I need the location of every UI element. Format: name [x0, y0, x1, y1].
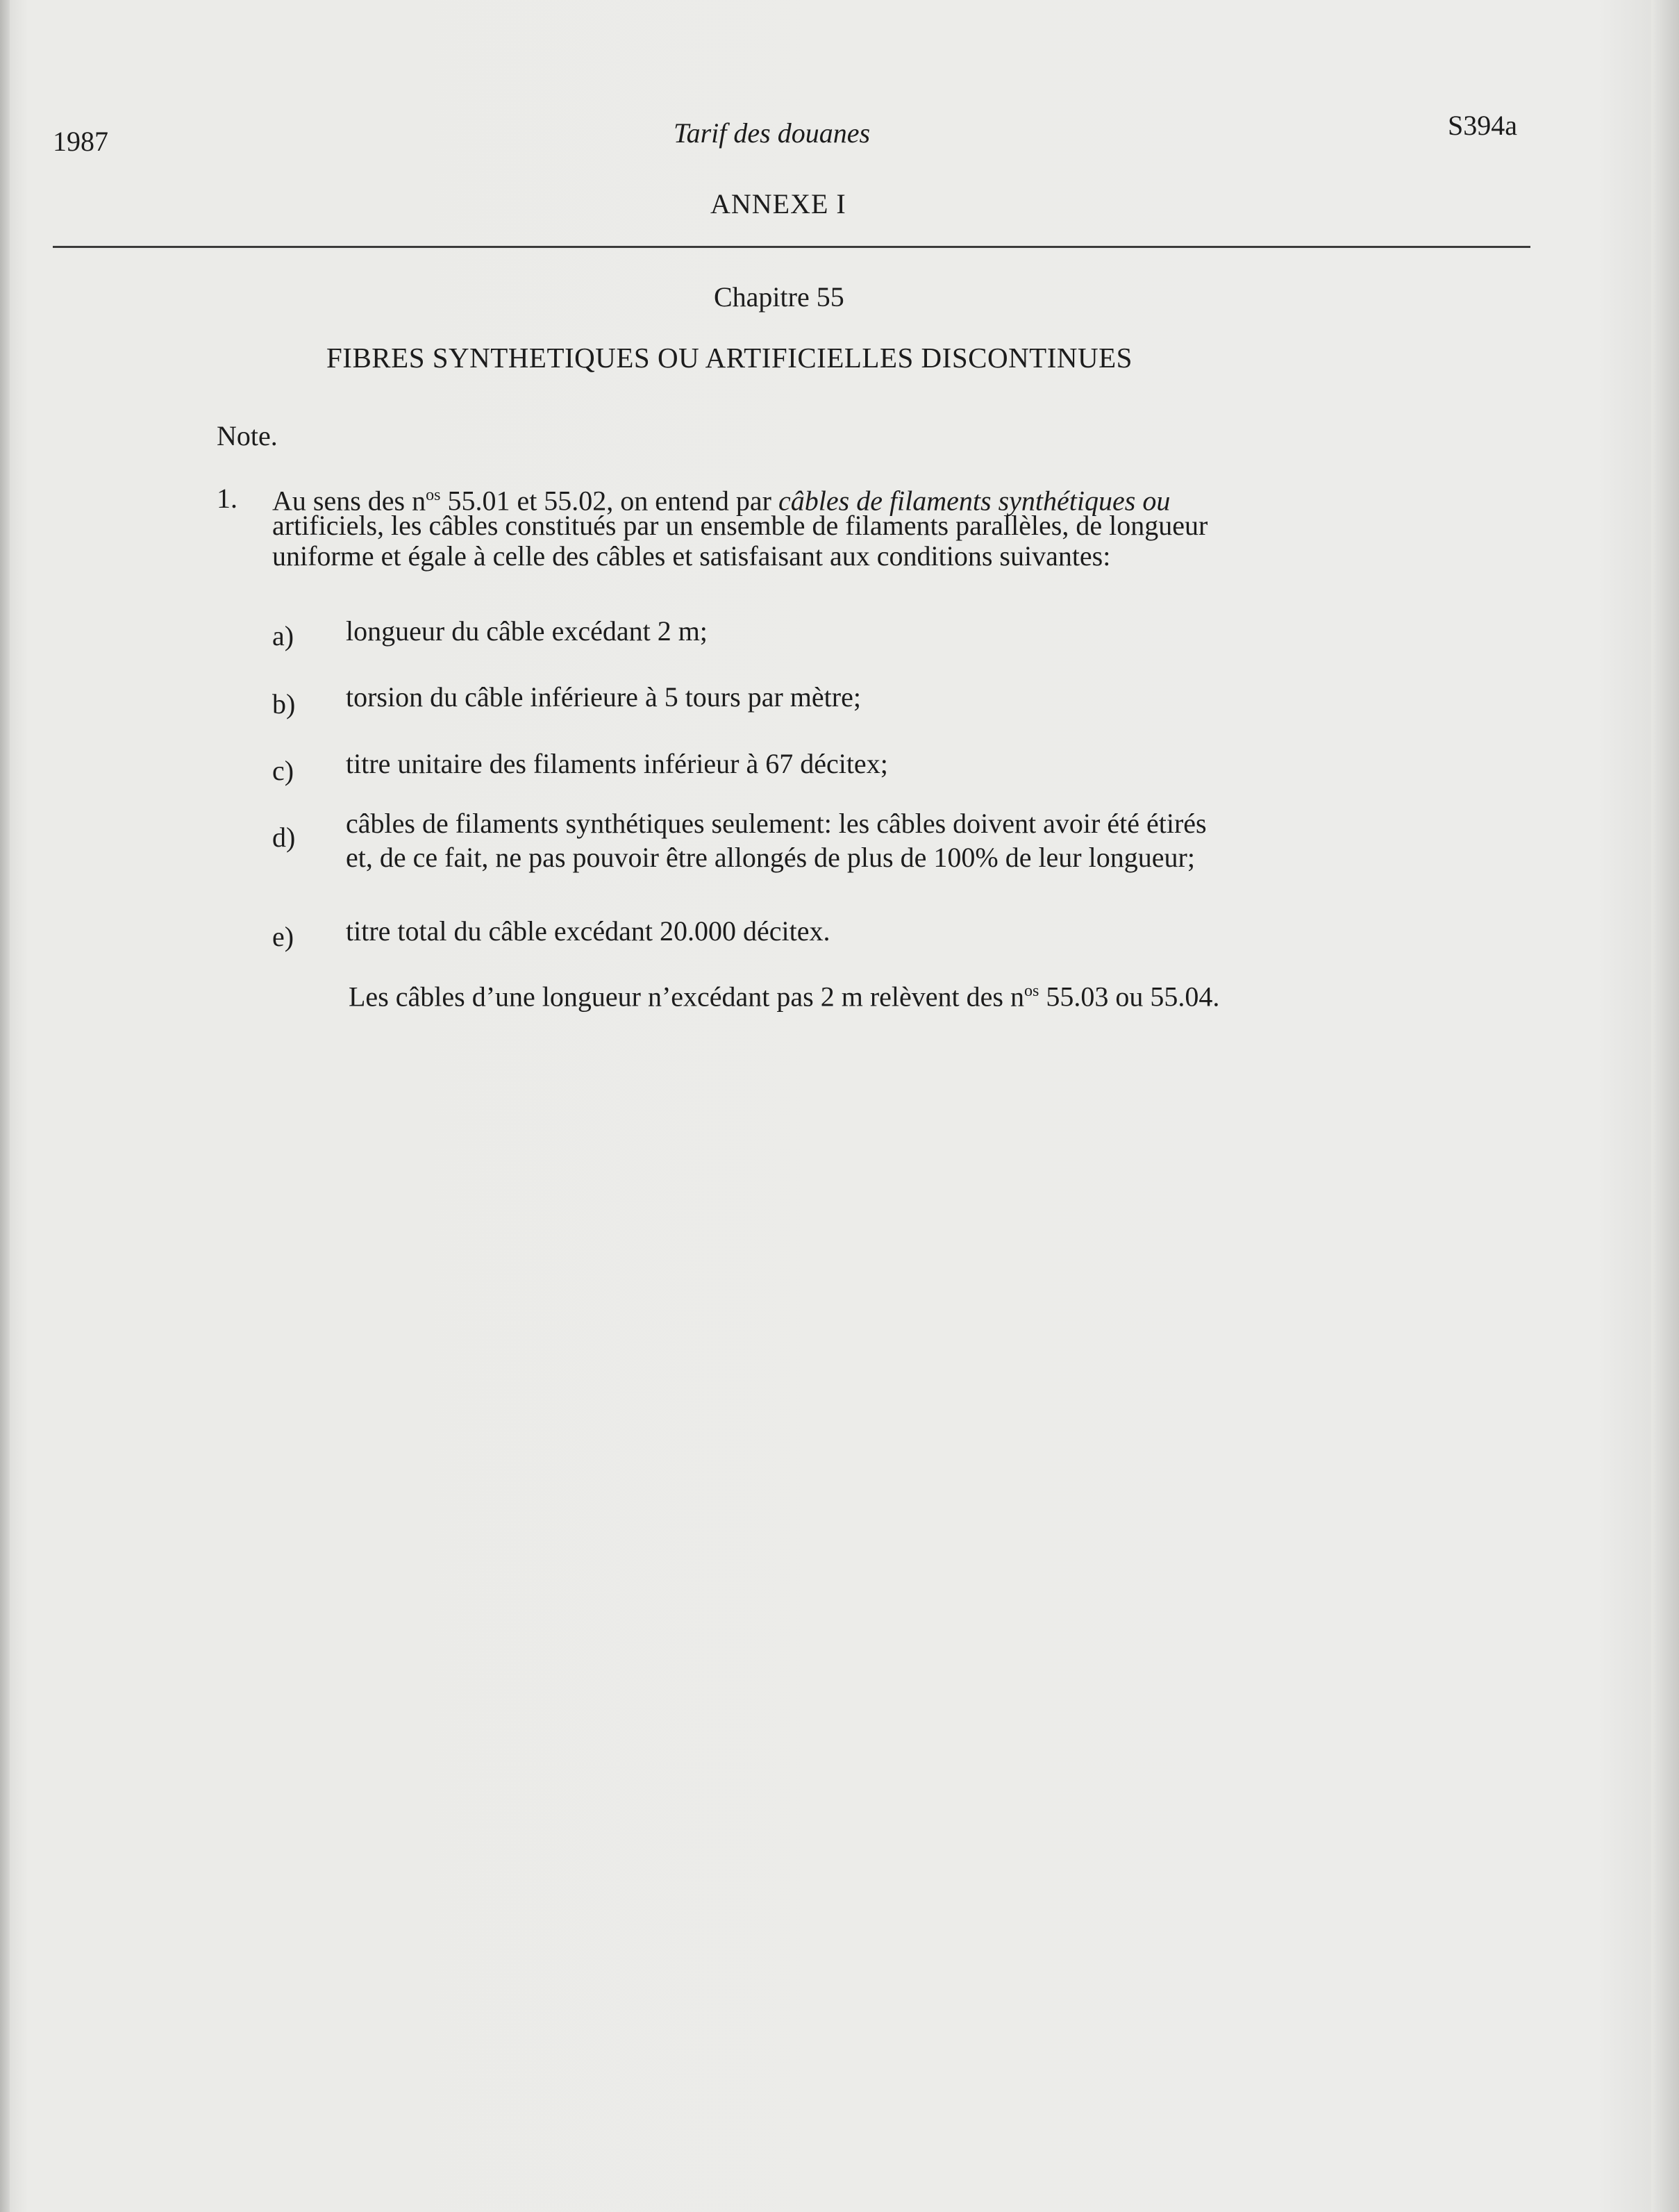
item-b-text: torsion du câble inférieure à 5 tours par mètre;: [346, 681, 861, 713]
note-intro-text: Au sens des n: [272, 485, 426, 517]
header-rule: [53, 246, 1530, 248]
item-c-label: c): [272, 755, 294, 786]
note-heading: Note.: [217, 420, 278, 451]
page-left-edge: [0, 0, 10, 2212]
item-a-label: a): [272, 620, 294, 651]
item-b-label: b): [272, 688, 296, 720]
note-intro-text-middle: 55.01 et 55.02, on entend par: [440, 485, 778, 517]
note-intro-superscript: os: [426, 486, 441, 504]
item-e-label: e): [272, 921, 294, 952]
item-d-text-line1: câbles de filaments synthétiques seulement: les câbles doivent avoir été étirés: [346, 808, 1207, 839]
note-closing-text-end: 55.03 ou 55.04.: [1039, 981, 1220, 1013]
note-intro-italic-term: câbles de filaments synthétiques ou: [778, 485, 1171, 517]
note-intro-line2: artificiels, les câbles constitués par un ensemble de filaments parallèles, de longueur: [272, 510, 1208, 541]
header-page-code: S394a: [1448, 110, 1517, 141]
header-year: 1987: [53, 126, 108, 157]
chapter-title: FIBRES SYNTHETIQUES OU ARTIFICIELLES DISCONTINUES: [326, 342, 1133, 374]
note-closing-text: Les câbles d’une longueur n’excédant pas 2 m relèvent des n: [349, 981, 1024, 1013]
note-intro-line3: uniforme et égale à celle des câbles et satisfaisant aux conditions suivantes:: [272, 540, 1111, 572]
item-e-text: titre total du câble excédant 20.000 décitex.: [346, 915, 830, 947]
item-c-text: titre unitaire des filaments inférieur à 67 décitex;: [346, 748, 888, 779]
page-right-edge: [1651, 0, 1679, 2212]
annex-title: ANNEXE I: [710, 188, 846, 219]
header-title: Tarif des douanes: [674, 117, 871, 149]
item-d-label: d): [272, 822, 296, 853]
note-number: 1.: [217, 483, 237, 514]
item-a-text: longueur du câble excédant 2 m;: [346, 615, 708, 647]
note-closing-superscript: os: [1024, 982, 1039, 1000]
chapter-number: Chapitre 55: [714, 281, 844, 313]
item-d-text-line2: et, de ce fait, ne pas pouvoir être allongés de plus de 100% de leur longueur;: [346, 842, 1195, 873]
note-closing: [349, 974, 1219, 1014]
